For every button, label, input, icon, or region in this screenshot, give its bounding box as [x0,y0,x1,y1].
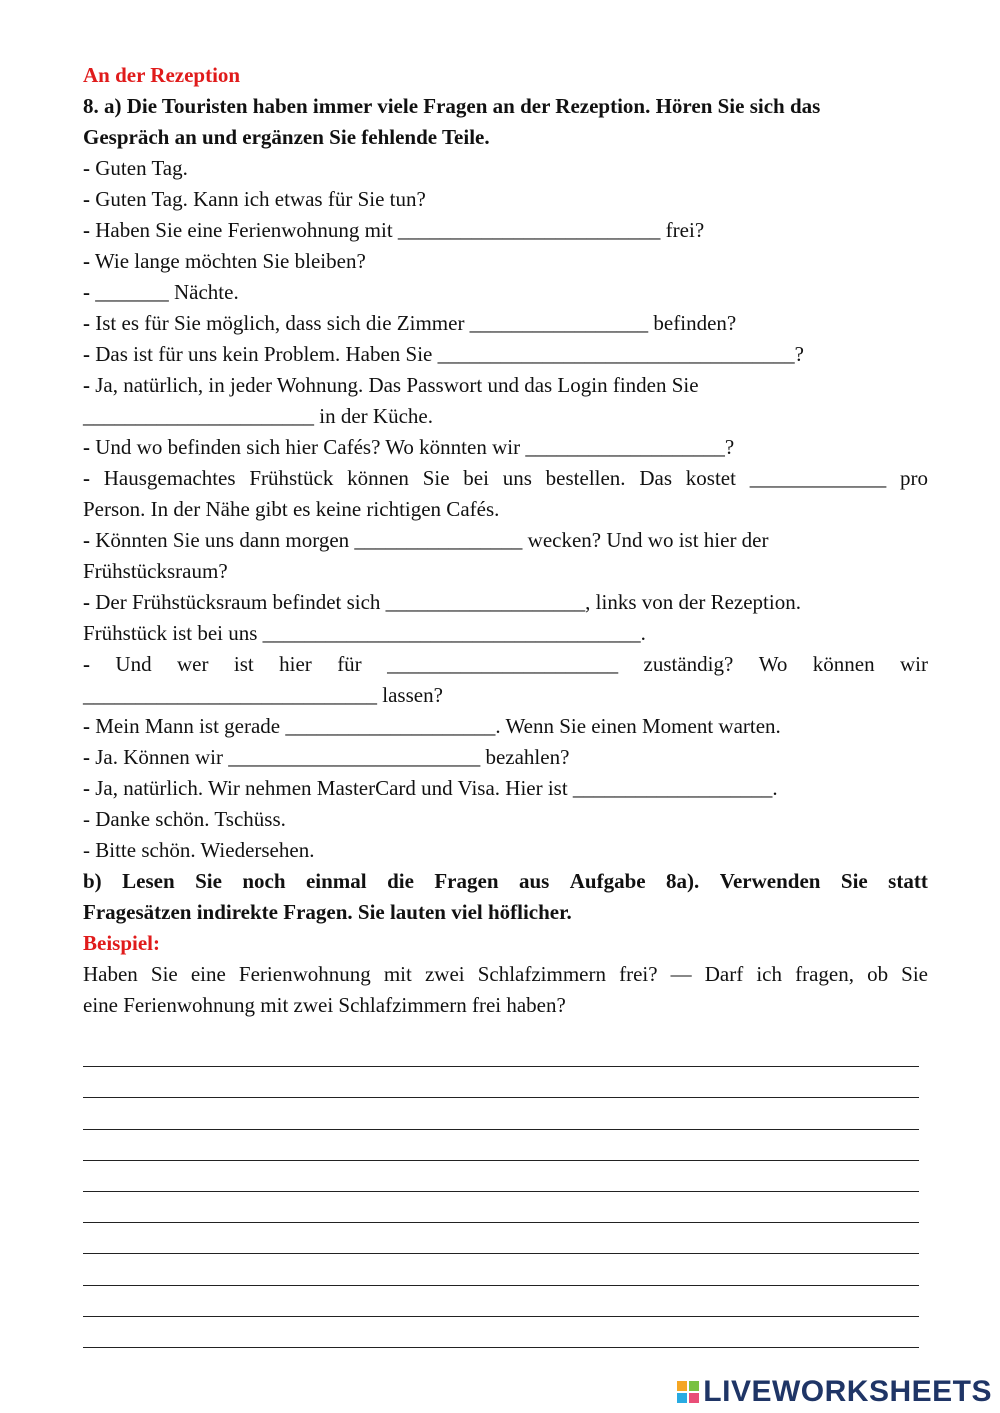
word: Sie [195,869,222,893]
dialogue-line-blank: - Und wo befinden sich hier Cafés? Wo könnten wir ___________________? [83,435,735,459]
dialogue-line: - Ja, natürlich, in jeder Wohnung. Das Passwort und das Login finden Sie [83,373,699,397]
word: Verwenden [719,869,821,893]
word: Sie [422,466,450,490]
dialogue-line-blank: - Haben Sie eine Ferienwohnung mit _________________________ frei? [83,218,705,242]
dialogue-line-blank: - Ist es für Sie möglich, dass sich die Zimmer _________________ befinden? [83,311,737,335]
dialogue-line-blank: Frühstück ist bei uns ____________________________________. [83,621,646,645]
answer-line[interactable] [83,1192,919,1223]
word: Darf [704,962,744,986]
word: ist [233,652,254,676]
word: aus [518,869,550,893]
word: Sie [840,869,868,893]
word: eine [190,962,226,986]
answer-line[interactable] [83,1161,919,1192]
answer-line[interactable] [83,1223,919,1254]
dialogue-line: Frühstücksraum? [83,559,228,583]
answer-line[interactable] [83,1067,919,1098]
dialogue-line-blank [83,649,928,680]
dialogue-line-blank: - _______ Nächte. [83,280,239,304]
word: wer [176,652,209,676]
word: können [347,466,409,490]
word: Lesen [122,869,175,893]
word: noch [242,869,286,893]
word: pro [899,466,928,490]
word: zuständig? [643,652,734,676]
word: statt [888,869,928,893]
dialogue-line: - Danke schön. Tschüss. [83,807,286,831]
dialogue-line-blank: - Das ist für uns kein Problem. Haben Sie __________________________________? [83,342,804,366]
word: — [670,962,692,986]
dialogue-line-blank: - Der Frühstücksraum befindet sich ___________________, links von der Rezeption. [83,590,801,614]
word: können [812,652,875,676]
word: zwei [424,962,465,986]
answer-line[interactable] [83,1317,919,1348]
dialogue-line: - Bitte schön. Wiedersehen. [83,838,315,862]
word: _____________ [749,466,887,490]
dialogue-line-blank: ______________________ in der Küche. [83,404,433,428]
dialogue-line: - Wie lange möchten Sie bleiben? [83,249,366,273]
answer-lines [83,1036,919,1348]
dash: - [83,466,90,490]
answer-line[interactable] [83,1286,919,1317]
dialogue-line: Person. In der Nähe gibt es keine richtigen Cafés. [83,497,500,521]
task-a-instruction-line2: Gespräch an und ergänzen Sie fehlende Teile. [83,125,490,149]
word: ob [867,962,889,986]
dialogue-line-blank: - Könnten Sie uns dann morgen ________________ wecken? Und wo ist hier der [83,528,769,552]
word: einmal [305,869,367,893]
dialogue-line: - Guten Tag. [83,156,188,180]
word: die [387,869,414,893]
word: Haben [83,962,138,986]
dialogue-line-blank: - Mein Mann ist gerade ____________________. Wenn Sie einen Moment warten. [83,714,781,738]
word: wir [900,652,928,676]
task-b-instruction-line2: Fragesätzen indirekte Fragen. Sie lauten viel höflicher. [83,900,572,924]
dash: - [83,652,90,676]
word: ich [756,962,782,986]
task-b-instruction-line1 [83,866,928,897]
dialogue-line-blank: - Ja. Können wir ________________________ bezahlen? [83,745,570,769]
example-line1 [83,959,928,990]
word: Schlafzimmern [477,962,606,986]
answer-line[interactable] [83,1130,919,1161]
example-line2: eine Ferienwohnung mit zwei Schlafzimmern frei haben? [83,993,566,1017]
word: uns [502,466,532,490]
answer-line[interactable] [83,1036,919,1067]
instruction-text: 8. a) Die Touristen haben immer viele Fragen an der Rezeption. Hören Sie sich das [83,94,821,118]
word: für [337,652,362,676]
example-label: Beispiel: [83,931,160,955]
answer-line[interactable] [83,1098,919,1129]
dialogue-line: - Guten Tag. Kann ich etwas für Sie tun? [83,187,426,211]
word: Und [115,652,152,676]
word: mit [383,962,412,986]
word: Fragen [434,869,499,893]
answer-line[interactable] [83,1254,919,1285]
brand-name: LIVEWORKSHEETS [703,1375,992,1408]
liveworksheets-logo-icon [677,1381,699,1403]
word: Sie [150,962,178,986]
word: Ferienwohnung [238,962,371,986]
task-a-instruction-line1 [83,91,928,122]
footer-logo [677,1375,992,1409]
worksheet [83,60,928,1021]
word: frei? [619,962,658,986]
word: fragen, [795,962,854,986]
word: bestellen. [545,466,626,490]
word: bei [463,466,489,490]
word: Aufgabe [569,869,646,893]
dialogue-line-blank: ____________________________ lassen? [83,683,443,707]
word: kostet [685,466,736,490]
word: Frühstück [249,466,334,490]
word: Sie [901,962,928,986]
word: Hausgemachtes [103,466,236,490]
word: hier [279,652,312,676]
word: Wo [758,652,788,676]
section-title: An der Rezeption [83,63,241,87]
word: ______________________ [387,652,619,676]
word: Das [639,466,672,490]
dialogue-line-blank: - Ja, natürlich. Wir nehmen MasterCard und Visa. Hier ist ___________________. [83,776,778,800]
word: b) [83,869,102,893]
dialogue-line-blank [83,463,928,494]
word: 8a). [666,869,700,893]
